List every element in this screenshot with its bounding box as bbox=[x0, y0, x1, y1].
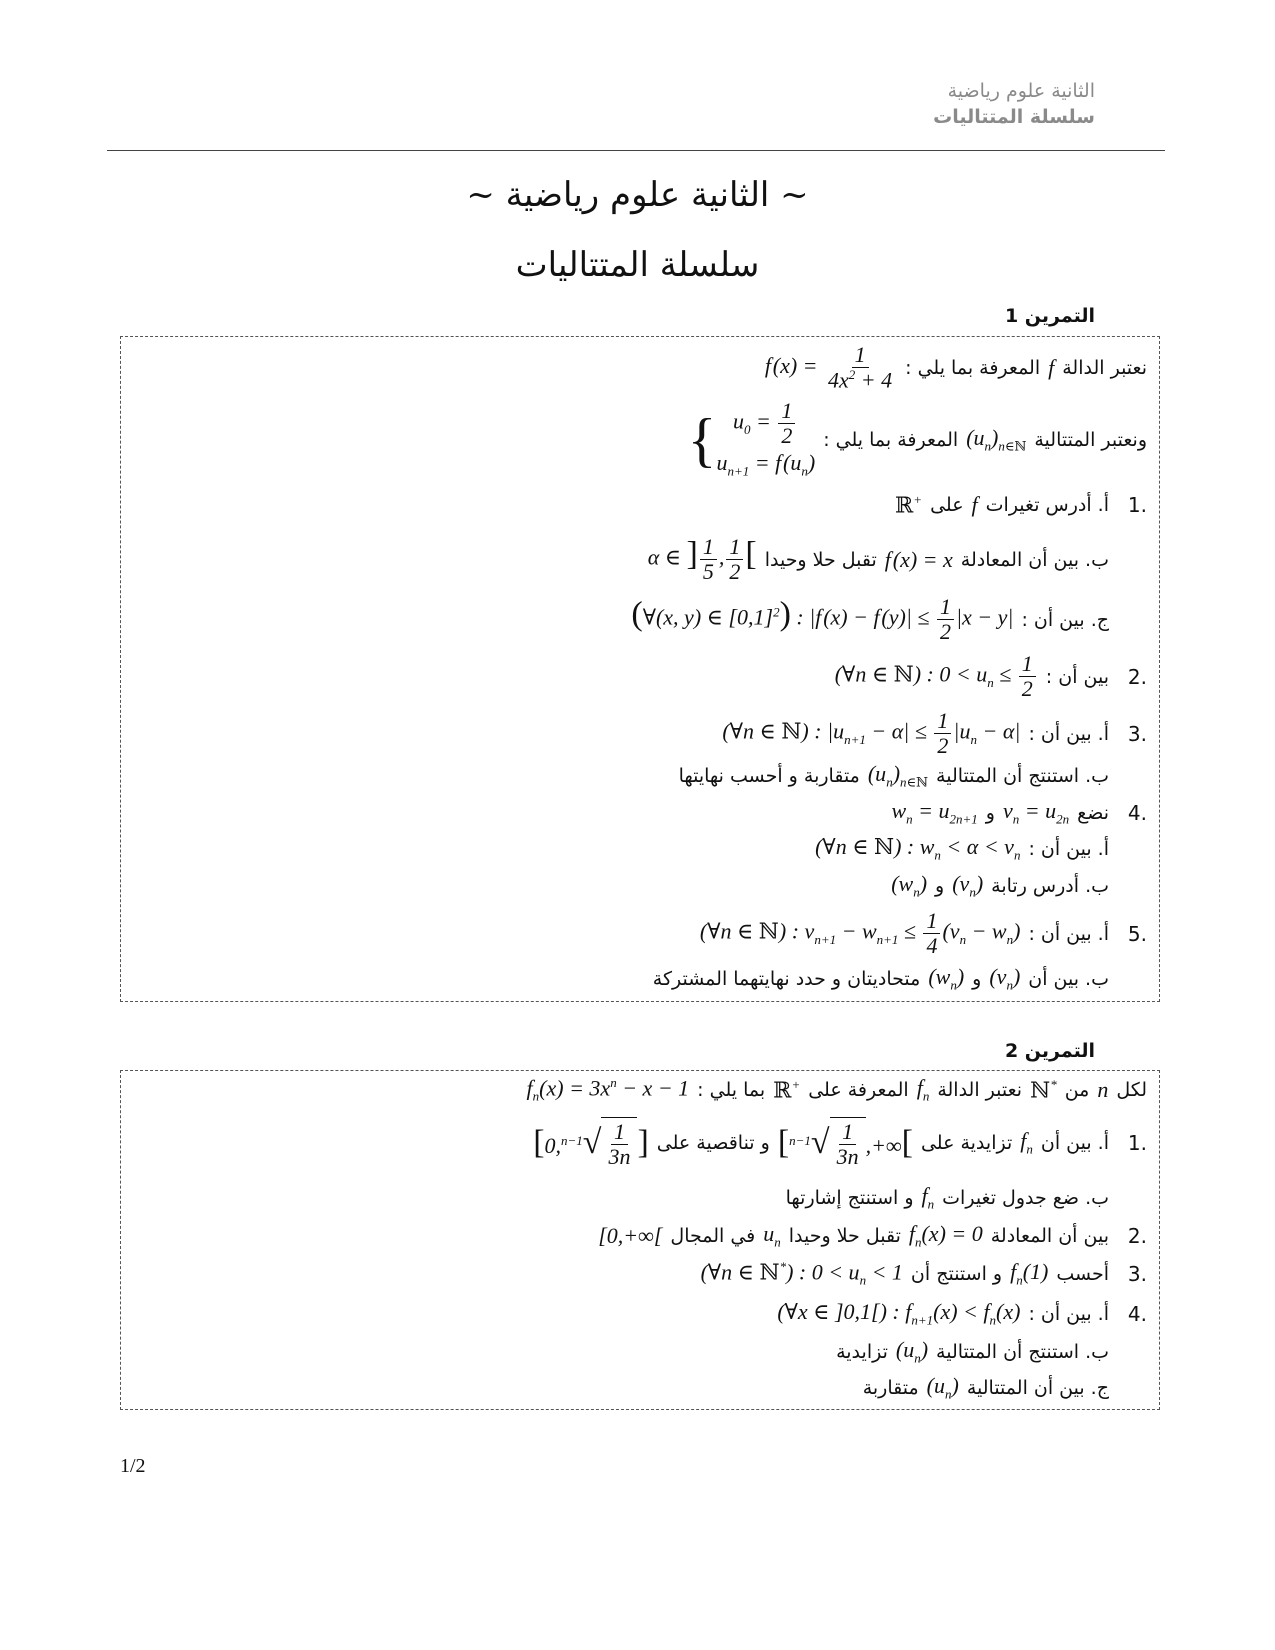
exercise2-intro: لكل n من ℕ* نعتبر الدالة $f_n$ المعرفة على ℝ+ بما يلي : $f_n(x) = 3x^n - x - 1$ bbox=[526, 1075, 1147, 1104]
exercise1-intro-function: نعتبر الدالة f المعرفة بما يلي : f (x) = $\frac{1}{4x^2 + 4}$ bbox=[764, 342, 1147, 393]
page-title: ~ الثانية علوم رياضية ~ bbox=[466, 175, 809, 215]
exercise1-item-5a: .5 أ. بين أن : (∀n ∈ ℕ) : $v_{n+1} - w_{n+1}$ ≤ $\frac{1}{4}$ $(v_n - w_n)$ bbox=[699, 908, 1147, 959]
exercise1-item-4b: ب. أدرس رتابة $(v_n)$ و $(w_n)$ bbox=[891, 871, 1109, 900]
header-series-title: سلسلة المتتاليات bbox=[933, 106, 1095, 128]
exercise2-item-4a: .4 أ. بين أن : (∀x ∈ ]0,1[) : $f_{n+1}(x) < f_n(x)$ bbox=[777, 1299, 1147, 1328]
exercise1-item-4: .4 نضع $v_n = u_{2n}$ و $w_n = u_{2n+1}$ bbox=[891, 798, 1147, 827]
exercise2-box bbox=[120, 1070, 1160, 1410]
exercise1-heading: التمرين 1 bbox=[1004, 305, 1095, 327]
exercise1-item-1c: ج. بين أن : (∀(x, y) ∈ $[0,1]^2$) : |f (x) − f (y)| ≤ $\frac{1}{2}$ |x − y| bbox=[631, 594, 1109, 645]
exercise1-item-2: .2 بين أن : (∀n ∈ ℕ) : $0 < u_n$ ≤ $\frac{1}{2}$ bbox=[834, 651, 1147, 702]
page-subtitle: سلسلة المتتاليات bbox=[515, 245, 760, 285]
page-number: 1/2 bbox=[120, 1455, 146, 1477]
exercise1-item-1b: ب. بين أن المعادلة f (x) = x تقبل حلا وحيدا α ∈ ] $\frac{1}{5}$ , $\frac{1}{2}$ [ bbox=[647, 534, 1109, 585]
header-level: الثانية علوم رياضية bbox=[947, 80, 1095, 102]
exercise2-item-4b: ب. استنتج أن المتتالية $(u_n)$ تزايدية bbox=[836, 1337, 1109, 1366]
exercise2-item-4c: ج. بين أن المتتالية $(u_n)$ متقاربة bbox=[862, 1373, 1109, 1402]
exercise2-item-1b: ب. ضع جدول تغيرات $f_n$ و استنتج إشارتها bbox=[785, 1183, 1109, 1212]
exercise1-intro-sequence: ونعتبر المتتالية $(u_n)_{n\in ℕ}$ المعرفة بما يلي : { $u_0$ = $\frac{1}{2}$ $u_{n+1} = f$ $(u_n)$ bbox=[687, 398, 1147, 479]
exercise1-item-4a: أ. بين أن : (∀n ∈ ℕ) : $w_n < \alpha < v_n$ bbox=[815, 834, 1109, 863]
header-divider bbox=[107, 150, 1165, 151]
exercise1-item-1a: .1 أ. أدرس تغيرات f على ℝ+ bbox=[894, 492, 1147, 518]
exercise2-item-3: .3 أحسب $f_n(1)$ و استنتج أن (∀n ∈ ℕ*) : $0 < u_n < 1$ bbox=[700, 1259, 1147, 1288]
page-header bbox=[195, 80, 1095, 128]
exercise1-item-3a: .3 أ. بين أن : (∀n ∈ ℕ) : $|u_{n+1} - \alpha|$ ≤ $\frac{1}{2}$ $|u_n - \alpha|$ bbox=[722, 708, 1147, 759]
exercise2-item-2: .2 بين أن المعادلة $f_n(x) = 0$ تقبل حلا وحيدا $u_n$ في المجال [0,+∞[ bbox=[598, 1221, 1147, 1250]
exercise1-item-5b: ب. بين أن $(v_n)$ و $(w_n)$ متحاديتان و حدد نهايتهما المشتركة bbox=[652, 964, 1109, 993]
exercise1-item-3b: ب. استنتج أن المتتالية $(u_n)_{n\in ℕ}$ متقاربة و أحسب نهايتها bbox=[678, 761, 1109, 790]
exercise1-box bbox=[120, 336, 1160, 1002]
exercise2-item-1a: .1 أ. بين أن $f_n$ تزايدية على [$^{n-1}$ √ $\frac{1}{3n}$ ,+∞[ و تناقصية على [0,$^{n-1}$ √ $\frac{1}{3n}$ ] bbox=[533, 1119, 1147, 1170]
exercise2-heading: التمرين 2 bbox=[1004, 1040, 1095, 1062]
